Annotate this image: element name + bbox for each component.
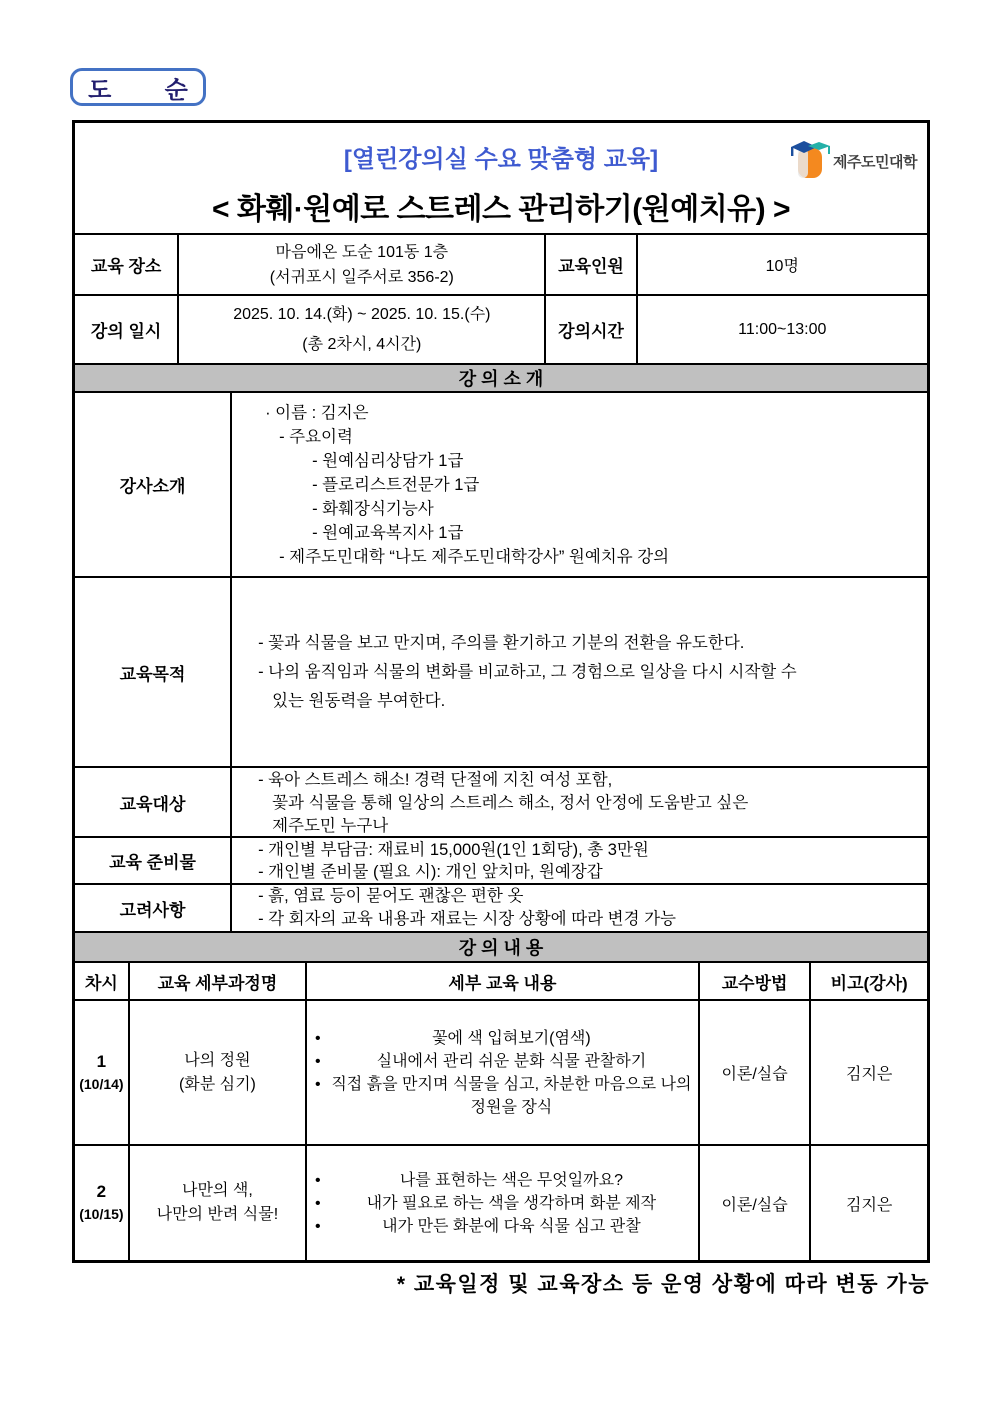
label-edu-capacity: 교육인원 — [544, 235, 635, 294]
target-line: 꽃과 식물을 통해 일상의 스트레스 해소, 정서 안정에 도움받고 싶은 — [272, 794, 749, 812]
value-edu-place — [177, 235, 544, 294]
supplies-line: - 개인별 준비물 (필요 시): 개인 앞치마, 원예장갑 — [258, 862, 603, 881]
purpose-line: 있는 원동력을 부여한다. — [272, 691, 446, 710]
bullet-icon: • — [315, 1029, 321, 1047]
label-lecture-time: 강의시간 — [544, 296, 635, 363]
section-instructor — [75, 391, 927, 576]
content-row-1 — [75, 999, 927, 1144]
supplies-line: - 개인별 부담금: 재료비 15,000원(1인 1회당), 총 3만원 — [258, 840, 649, 859]
method-cell: 이론/실습 — [698, 1146, 810, 1260]
routing-badge-text: 도 순 — [88, 76, 188, 104]
note-cell: 김지은 — [809, 1001, 927, 1144]
session-number: 2 — [96, 1182, 107, 1201]
value-edu-capacity: 10명 — [636, 235, 927, 294]
value-lecture-date — [177, 296, 544, 363]
course-name-line: (화분 심기) — [178, 1075, 256, 1093]
info-row-place — [75, 233, 927, 294]
purpose-line: - 꽃과 식물을 보고 만지며, 주의를 환기하고 기분의 전환을 유도한다. — [258, 633, 745, 652]
edu-place-line1: 마음에온 도순 101동 1층 — [275, 243, 449, 261]
section-considerations — [75, 883, 927, 931]
lecture-date-line2: (총 2차시, 4시간) — [302, 335, 422, 353]
target-content — [230, 768, 927, 836]
info-row-date — [75, 294, 927, 363]
instructor-line: · 이름 : 김지은 — [265, 404, 369, 422]
course-notice-table — [72, 120, 930, 1263]
course-name-line: 나만의 반려 식물! — [156, 1206, 279, 1223]
session-date: (10/15) — [79, 1206, 124, 1222]
supplies-content — [230, 838, 927, 883]
bullet-icon: • — [315, 1171, 321, 1189]
doc-header — [75, 123, 927, 233]
detail-item: • 실내에서 관리 쉬운 분화 식물 관찰하기 — [315, 1050, 694, 1073]
detail-item: • 꽃에 색 입혀보기(염색) — [315, 1027, 694, 1050]
instructor-line: - 화훼장식기능사 — [312, 500, 434, 518]
purpose-content — [230, 578, 927, 766]
detail-item: • 내가 필요로 하는 색을 생각하며 화분 제작 — [315, 1192, 694, 1215]
bullet-icon: • — [315, 1194, 321, 1212]
method-cell: 이론/실습 — [698, 1001, 810, 1144]
content-table-header — [75, 961, 927, 999]
considerations-content — [230, 885, 927, 931]
doc-subtitle: [열린강의실 수요 맞춤형 교육] — [343, 146, 659, 173]
session-cell — [75, 1146, 128, 1260]
col-course: 교육 세부과정명 — [128, 963, 305, 999]
label-target: 교육대상 — [119, 794, 186, 814]
section-purpose — [75, 576, 927, 766]
label-supplies: 교육 준비물 — [109, 853, 196, 872]
col-method: 교수방법 — [698, 963, 810, 999]
target-line: - 육아 스트레스 해소! 경력 단절에 지친 여성 포함, — [258, 771, 613, 789]
session-cell — [75, 1001, 128, 1144]
course-name-cell — [128, 1146, 305, 1260]
label-lecture-date: 강의 일시 — [90, 322, 162, 341]
instructor-line: - 원예심리상담가 1급 — [312, 452, 464, 470]
detail-item: • 내가 만든 화분에 다육 식물 심고 관찰 — [315, 1215, 694, 1238]
considerations-line: - 흙, 염료 등이 묻어도 괜찮은 편한 옷 — [258, 887, 524, 905]
instructor-line: - 원예교육복지사 1급 — [312, 524, 464, 542]
course-name-line: 나의 정원 — [184, 1051, 251, 1069]
course-name-line: 나만의 색, — [182, 1182, 253, 1199]
bullet-icon: • — [315, 1075, 321, 1093]
session-number: 1 — [96, 1051, 107, 1071]
label-purpose: 교육목적 — [119, 664, 186, 684]
col-details: 세부 교육 내용 — [305, 963, 698, 999]
university-logo — [790, 139, 917, 183]
note-cell: 김지은 — [809, 1146, 927, 1260]
bullet-icon: • — [315, 1052, 321, 1070]
section-header-content: 강 의 내 용 — [75, 931, 927, 961]
routing-badge — [70, 68, 206, 106]
detail-item: • 직접 흙을 만지며 식물을 심고, 차분한 마음으로 나의 정원을 장식 — [315, 1073, 694, 1119]
col-note: 비고(강사) — [809, 963, 927, 999]
footer-note: * 교육일정 및 교육장소 등 운영 상황에 따라 변동 가능 — [396, 1273, 930, 1296]
content-row-2 — [75, 1144, 927, 1260]
instructor-content — [230, 393, 927, 576]
col-session: 차시 — [84, 973, 118, 993]
bullet-icon: • — [315, 1217, 321, 1235]
details-cell — [305, 1001, 698, 1144]
purpose-line: - 나의 움직임과 식물의 변화를 비교하고, 그 경험으로 일상을 다시 시작할 수 — [258, 662, 797, 681]
section-supplies — [75, 836, 927, 883]
section-header-intro: 강 의 소 개 — [75, 363, 927, 391]
value-lecture-time: 11:00~13:00 — [636, 296, 927, 363]
detail-item: • 나를 표현하는 색은 무엇일까요? — [315, 1169, 694, 1192]
details-cell — [305, 1146, 698, 1260]
label-instructor: 강사소개 — [119, 477, 186, 496]
university-logo-text: 제주도민대학 — [833, 153, 917, 171]
course-name-cell — [128, 1001, 305, 1144]
target-line: 제주도민 누구나 — [272, 817, 389, 835]
label-edu-place: 교육 장소 — [90, 257, 162, 276]
instructor-line: - 플로리스트전문가 1급 — [312, 476, 480, 494]
section-target — [75, 766, 927, 836]
instructor-line: - 제주도민대학 “나도 제주도민대학강사” 원예치유 강의 — [279, 548, 670, 566]
label-considerations: 고려사항 — [119, 900, 186, 920]
instructor-line: - 주요이력 — [279, 428, 353, 446]
doc-title: < 화훼·원예로 스트레스 관리하기(원예치유) > — [211, 193, 790, 226]
lecture-date-line1: 2025. 10. 14.(화) ~ 2025. 10. 15.(수) — [233, 305, 491, 323]
edu-place-line2: (서귀포시 일주서로 356-2) — [269, 268, 454, 286]
university-logo-icon — [790, 139, 830, 183]
considerations-line: - 각 회자의 교육 내용과 재료는 시장 상황에 따라 변경 가능 — [258, 910, 676, 928]
session-date: (10/14) — [79, 1075, 124, 1092]
